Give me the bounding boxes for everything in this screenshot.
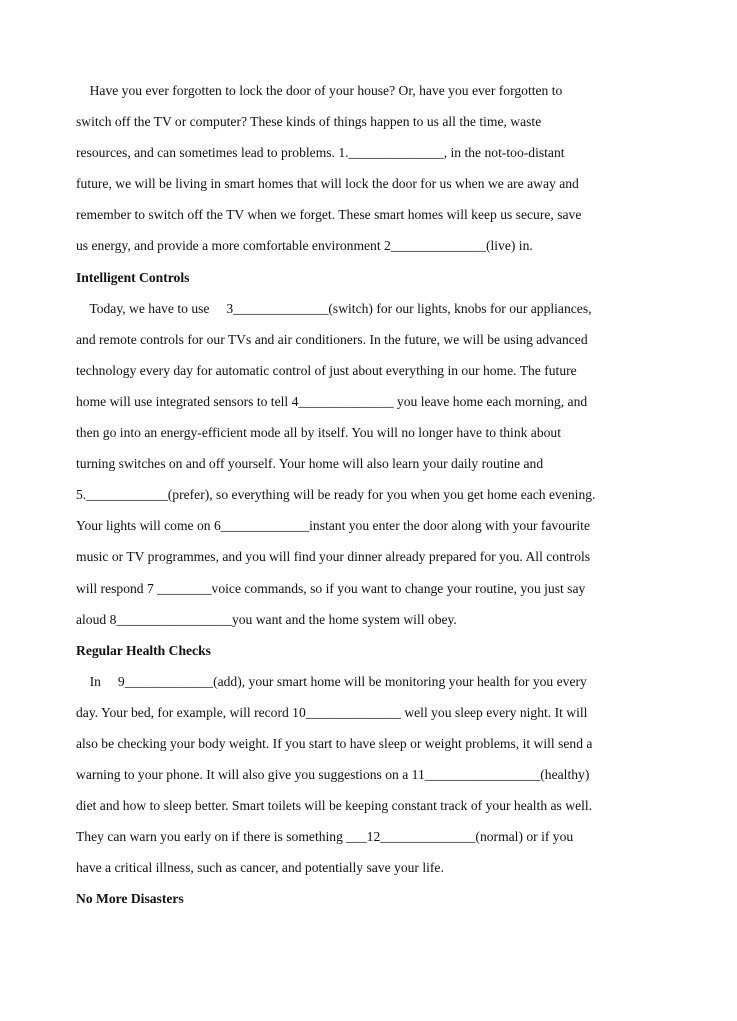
text-line: home will use integrated sensors to tell 4______________ you leave home each morning, and [76, 393, 588, 409]
document-page [76, 75, 666, 915]
text-line: remember to switch off the TV when we forget. These smart homes will keep us secure, save [76, 207, 582, 223]
text-line: music or TV programmes, and you will find your dinner already prepared for you. All controls [76, 549, 591, 565]
text-line: switch off the TV or computer? These kinds of things happen to us all the time, waste [76, 114, 542, 130]
text-line: technology every day for automatic control of just about everything in our home. The future [76, 362, 577, 378]
text-line: They can warn you early on if there is something ___12______________(normal) or if you [76, 829, 574, 845]
section-heading-no-more-disasters: No More Disasters [76, 891, 184, 907]
text-line: diet and how to sleep better. Smart toilets will be keeping constant track of your health as well. [76, 798, 593, 814]
text-line: us energy, and provide a more comfortable environment 2______________(live) in. [76, 238, 533, 254]
text-line: aloud 8_________________you want and the home system will obey. [76, 611, 457, 627]
text-line: day. Your bed, for example, will record 10______________ well you sleep every night. It will [76, 704, 588, 720]
text-line: In 9_____________(add), your smart home will be monitoring your health for you every [76, 673, 587, 689]
text-line: have a critical illness, such as cancer, and potentially save your life. [76, 860, 444, 876]
text-line: will respond 7 ________voice commands, so if you want to change your routine, you just say [76, 580, 586, 596]
section-heading-regular-health-checks: Regular Health Checks [76, 642, 211, 658]
text-line: then go into an energy-efficient mode all by itself. You will no longer have to think about [76, 425, 562, 441]
text-line: 5.____________(prefer), so everything will be ready for you when you get home each evening. [76, 487, 596, 503]
text-line: Your lights will come on 6_____________instant you enter the door along with your favourite [76, 518, 590, 534]
text-line: Have you ever forgotten to lock the door of your house? Or, have you ever forgotten to [76, 83, 563, 98]
text-line: warning to your phone. It will also give you suggestions on a 11_________________(healthy) [76, 767, 590, 783]
paragraph-intro [76, 75, 666, 262]
paragraph-intelligent-controls [76, 293, 666, 635]
text-line: also be checking your body weight. If you start to have sleep or weight problems, it will send a [76, 735, 593, 751]
text-line: and remote controls for our TVs and air conditioners. In the future, we will be using advanced [76, 331, 588, 347]
text-line: turning switches on and off yourself. Your home will also learn your daily routine and [76, 456, 544, 472]
section-heading-intelligent-controls: Intelligent Controls [76, 269, 190, 285]
text-line: Today, we have to use 3______________(switch) for our lights, knobs for our appliances, [76, 300, 592, 316]
text-line: resources, and can sometimes lead to problems. 1.______________, in the not-too-distant [76, 145, 565, 161]
text-line: future, we will be living in smart homes that will lock the door for us when we are away and [76, 176, 579, 192]
paragraph-regular-health-checks [76, 666, 666, 884]
